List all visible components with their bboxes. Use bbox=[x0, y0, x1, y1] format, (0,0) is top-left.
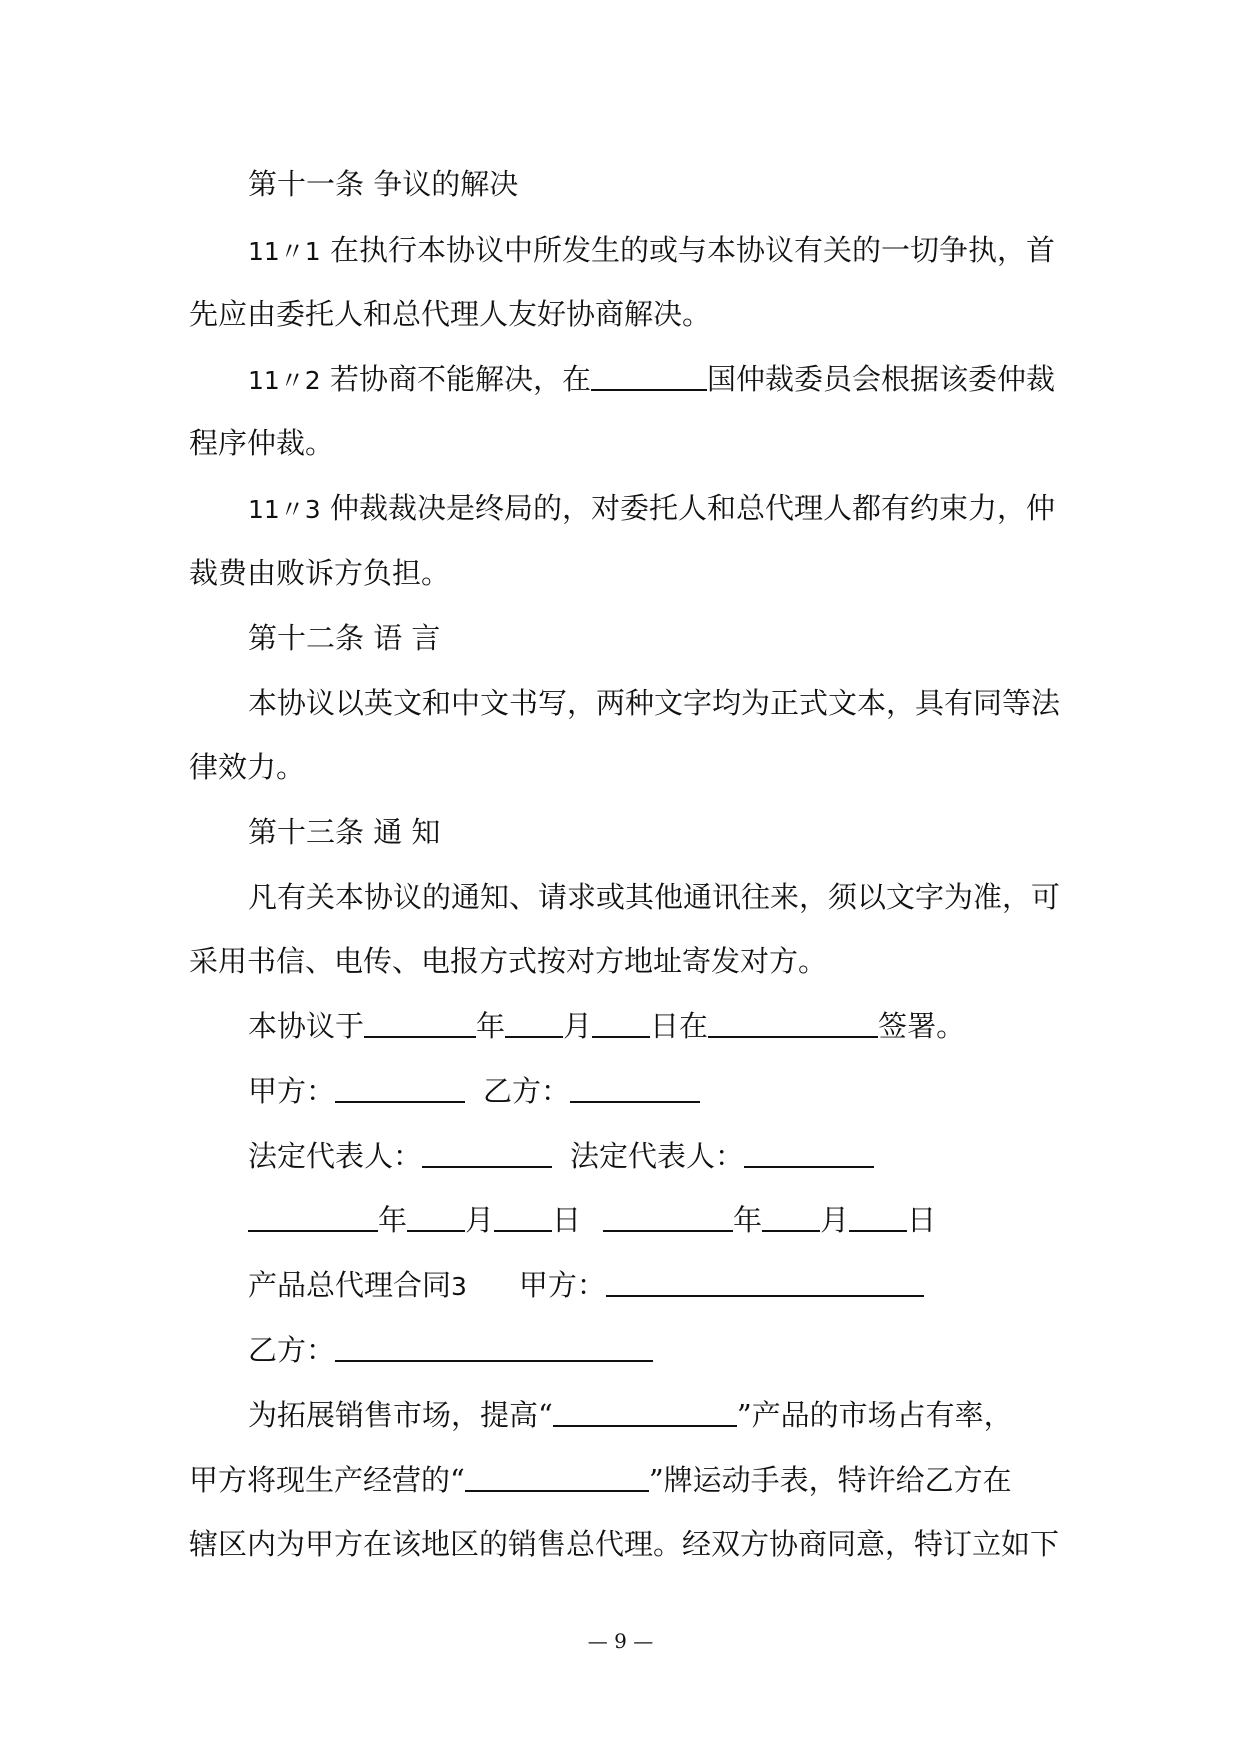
article-13-heading: 第十三条 通 知 bbox=[248, 815, 441, 849]
blank-field-arbitration-country bbox=[591, 361, 707, 391]
article-12-text-continued: 律效力。 bbox=[189, 750, 306, 784]
clause-11-3-continued: 裁费由败诉方负担。 bbox=[189, 556, 451, 590]
blank-field-contract-party-b bbox=[335, 1332, 653, 1362]
signing-date-line: 本协议于 年 月 日在 签署。 bbox=[248, 1009, 966, 1043]
clause-11-2: 11〃2 若协商不能解决，在 国仲裁委员会根据该委仲裁 bbox=[248, 362, 1055, 396]
clause-11-2-continued: 程序仲裁。 bbox=[189, 426, 335, 460]
contract-3-para-line-1: 为拓展销售市场，提高“ ”产品的市场占有率， bbox=[248, 1398, 1013, 1432]
contract-3-para-line-2: 甲方将现生产经营的“ ”牌运动手表，特许给乙方在 bbox=[189, 1463, 1012, 1497]
blank-field-product bbox=[553, 1397, 737, 1427]
clause-11-1 bbox=[248, 232, 1055, 270]
article-11-heading: 第十一条 争议的解决 bbox=[248, 167, 519, 201]
signing-dates-line: 年 月 日 年 月 日 bbox=[248, 1202, 936, 1238]
article-13-text-continued: 采用书信、电传、电报方式按对方地址寄发对方。 bbox=[189, 944, 828, 978]
blank-field-rep-a bbox=[422, 1138, 552, 1168]
clause-number: 11〃2 bbox=[248, 366, 321, 395]
blank-field-brand bbox=[465, 1462, 649, 1492]
blank-field-party-b bbox=[570, 1073, 700, 1103]
blank-field-party-a bbox=[335, 1073, 465, 1103]
contract-3-title-line: 产品总代理合同3 甲方： bbox=[248, 1267, 924, 1305]
article-12-text: 本协议以英文和中文书写，两种文字均为正式文本，具有同等法 bbox=[248, 686, 1061, 720]
blank-field-month-a bbox=[407, 1202, 465, 1232]
contract-3-para-line-3: 辖区内为甲方在该地区的销售总代理。经双方协商同意，特订立如下 bbox=[189, 1527, 1060, 1561]
blank-field-day-a bbox=[494, 1202, 552, 1232]
blank-field-contract-party-a bbox=[606, 1267, 924, 1297]
blank-field-year bbox=[364, 1008, 476, 1038]
contract-number: 3 bbox=[451, 1272, 467, 1301]
signing-representatives-line: 法定代表人： 法定代表人： bbox=[248, 1138, 874, 1174]
contract-3-party-b-line: 乙方： bbox=[248, 1332, 653, 1368]
article-12-heading: 第十二条 语 言 bbox=[248, 621, 441, 655]
blank-field-day-b bbox=[849, 1202, 907, 1232]
blank-field-month-b bbox=[762, 1202, 820, 1232]
blank-field-month bbox=[505, 1008, 563, 1038]
blank-field-day bbox=[592, 1008, 650, 1038]
clause-text: 在执行本协议中所发生的或与本协议有关的一切争执，首 bbox=[329, 233, 1055, 267]
clause-number: 11〃3 bbox=[248, 495, 321, 524]
blank-field-year-b bbox=[603, 1202, 733, 1232]
signing-parties-line: 甲方： 乙方： bbox=[248, 1073, 700, 1109]
blank-field-rep-b bbox=[744, 1138, 874, 1168]
page-number: — 9 — bbox=[587, 1629, 654, 1653]
contract-title: 产品总代理合同 bbox=[248, 1268, 452, 1302]
blank-field-year-a bbox=[248, 1202, 378, 1232]
blank-field-place bbox=[708, 1008, 878, 1038]
article-13-text: 凡有关本协议的通知、请求或其他通讯往来，须以文字为准，可 bbox=[248, 880, 1061, 914]
clause-11-1-continued: 先应由委托人和总代理人友好协商解决。 bbox=[189, 297, 712, 331]
clause-11-3: 11〃3 仲裁裁决是终局的，对委托人和总代理人都有约束力，仲 bbox=[248, 491, 1055, 525]
clause-number: 11〃1 bbox=[248, 237, 321, 266]
